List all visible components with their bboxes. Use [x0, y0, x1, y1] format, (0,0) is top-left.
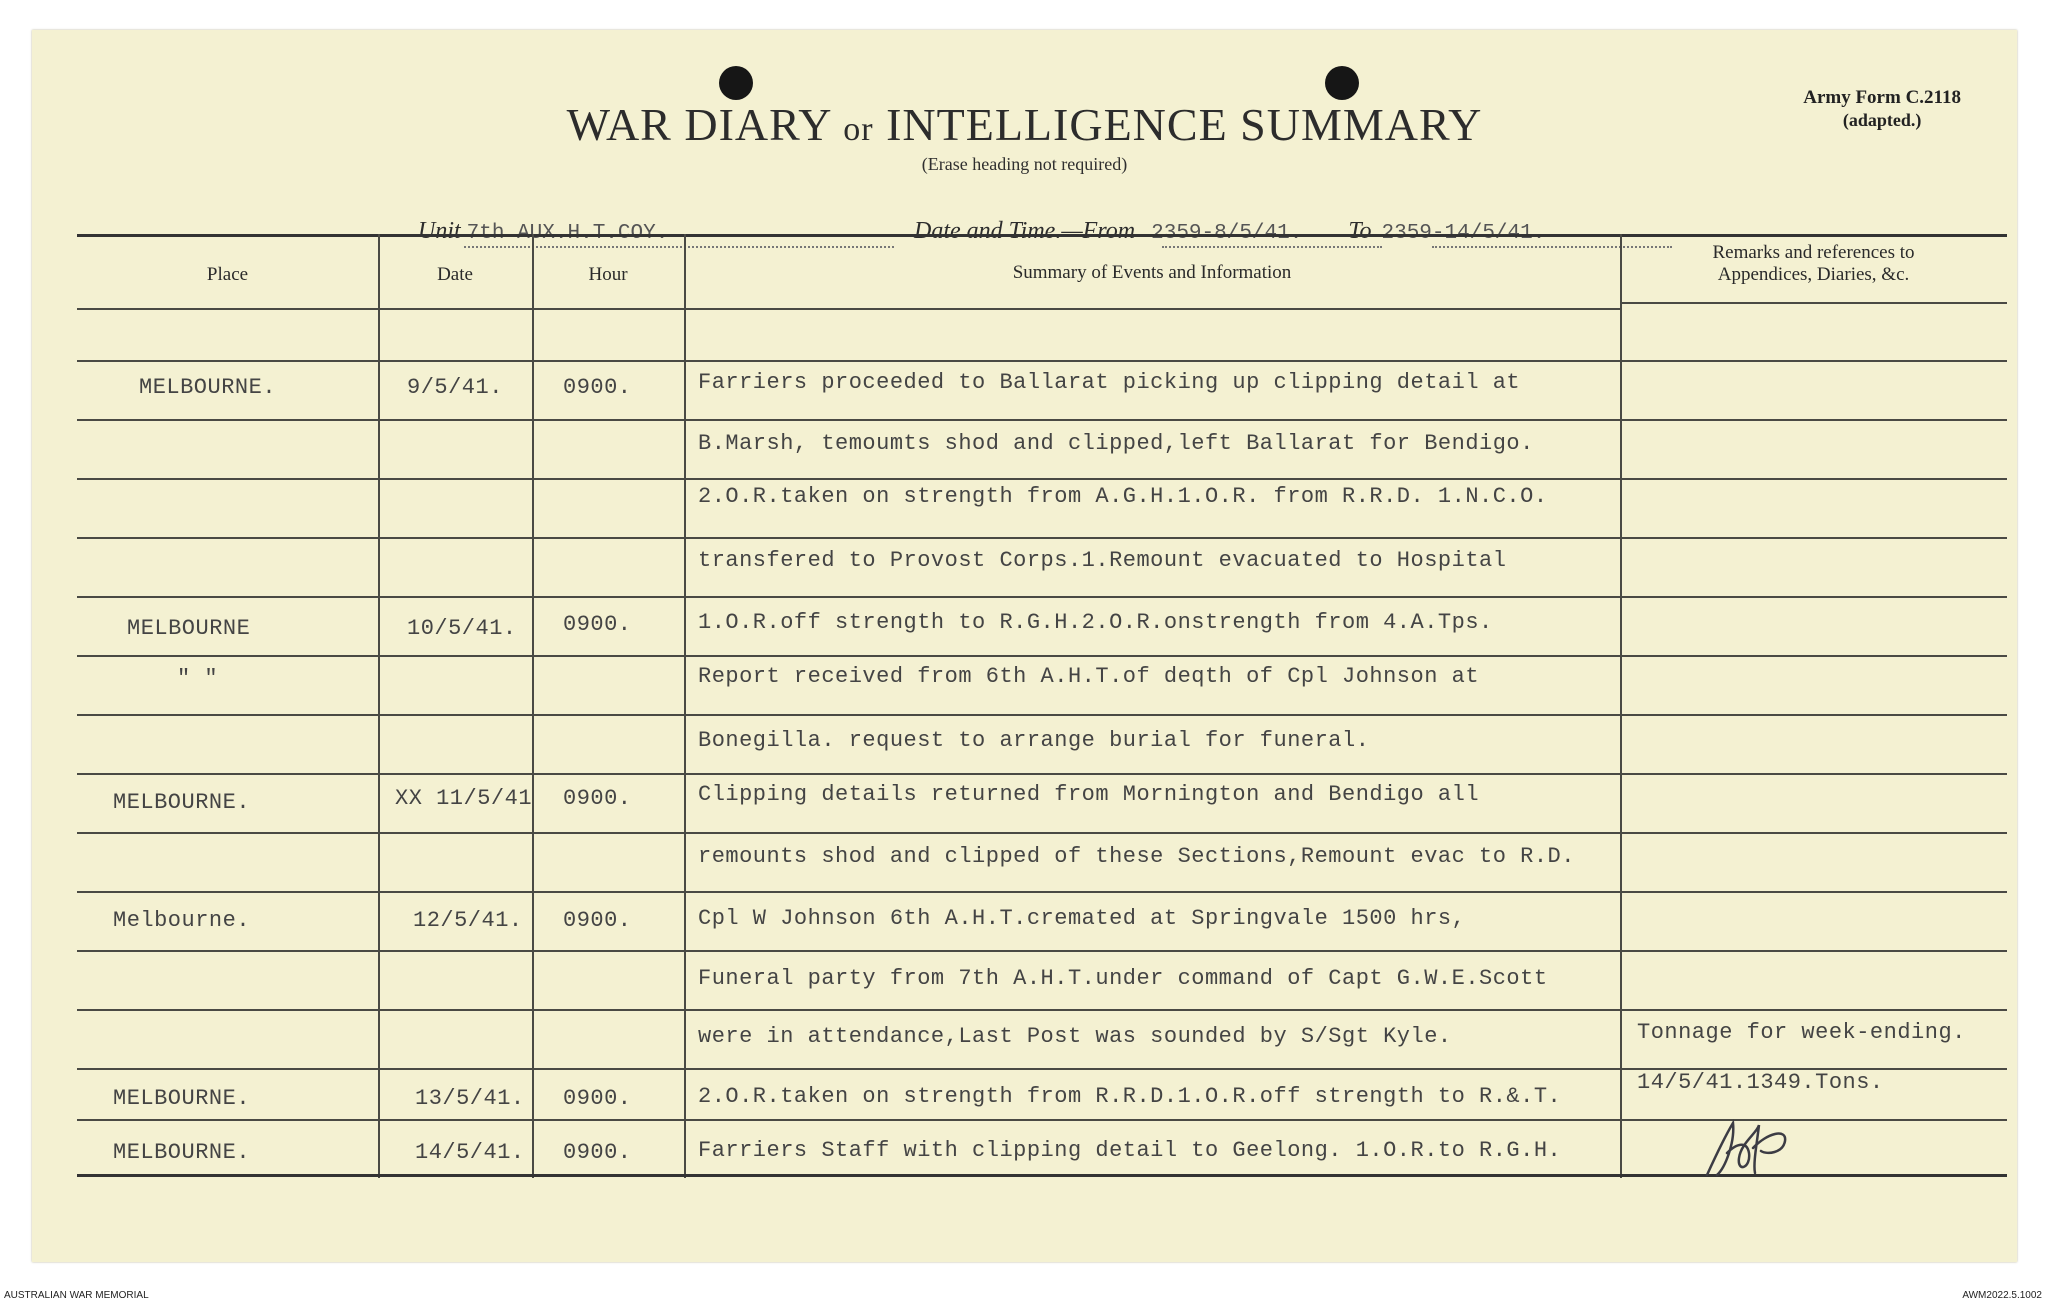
row-10-date: 12/5/41.	[413, 908, 523, 933]
row-1-date: 9/5/41.	[407, 375, 503, 400]
title-or: or	[843, 111, 874, 148]
row-5-hour: 0900.	[563, 612, 632, 637]
row-14-place: MELBOURNE.	[113, 1140, 251, 1165]
row-12-summary: were in attendance,Last Post was sounded by S/Sgt Kyle.	[698, 1024, 1452, 1049]
row-14-summary: Farriers Staff with clipping detail to Geelong. 1.O.R.to R.G.H.	[698, 1138, 1562, 1163]
row-6-summary: Report received from 6th A.H.T.of deqth of Cpl Johnson at	[698, 664, 1480, 689]
diary-sheet	[32, 30, 2017, 1262]
table-top-rule	[77, 234, 2007, 237]
row-10-hour: 0900.	[563, 908, 632, 933]
form-adapted: (adapted.)	[1842, 110, 1922, 130]
to-value: 2359-14/5/41.	[1381, 222, 1546, 245]
col-divider-hour-summary	[684, 234, 686, 1178]
row-1-summary: Farriers proceeded to Ballarat picking up clipping detail at	[698, 370, 1521, 395]
row-rule	[77, 419, 2007, 421]
row-3-summary: 2.O.R.taken on strength from A.G.H.1.O.R. from R.R.D. 1.N.C.O.	[698, 484, 1548, 509]
row-8-hour: 0900.	[563, 786, 632, 811]
initials-signature	[1697, 1113, 1807, 1183]
row-8-summary: Clipping details returned from Mornington and Bendigo all	[698, 782, 1480, 807]
header-rule-left	[77, 308, 1620, 310]
remarks-header-line2: Appendices, Diaries, &c.	[1717, 264, 1910, 285]
row-rule	[77, 537, 2007, 539]
row-rule	[77, 773, 2007, 775]
row-11-summary: Funeral party from 7th A.H.T.under command of Capt G.W.E.Scott	[698, 966, 1548, 991]
col-header-place: Place	[206, 264, 249, 285]
row-1-place: MELBOURNE.	[139, 375, 277, 400]
army-form-id	[1803, 87, 1961, 131]
row-rule	[77, 832, 2007, 834]
row-13-date: 13/5/41.	[415, 1086, 525, 1111]
row-13-remarks: 14/5/41.1349.Tons.	[1637, 1070, 1884, 1095]
col-header-date: Date	[437, 264, 473, 285]
form-number: Army Form C.2118	[1803, 87, 1961, 108]
diary-table	[77, 234, 2007, 1178]
form-title	[32, 98, 2017, 151]
row-6-place: " "	[177, 666, 219, 691]
footer-archive-name: AUSTRALIAN WAR MEMORIAL	[4, 1290, 149, 1301]
col-divider-date-hour	[532, 234, 534, 1178]
row-13-place: MELBOURNE.	[113, 1086, 251, 1111]
title-intelligence-summary: INTELLIGENCE SUMMARY	[886, 99, 1483, 150]
row-8-date: XX 11/5/41	[395, 786, 533, 811]
row-10-place: Melbourne.	[113, 908, 251, 933]
remarks-header-line1: Remarks and references to	[1712, 242, 1915, 263]
row-10-summary: Cpl W Johnson 6th A.H.T.cremated at Springvale 1500 hrs,	[698, 906, 1466, 931]
title-war-diary: WAR DIARY	[566, 99, 831, 150]
from-value: 2359-8/5/41.	[1151, 222, 1303, 245]
row-13-hour: 0900.	[563, 1086, 632, 1111]
row-4-summary: transfered to Provost Corps.1.Remount evacuated to Hospital	[698, 548, 1507, 573]
row-rule	[77, 1009, 2007, 1011]
row-8-place: MELBOURNE.	[113, 790, 251, 815]
row-14-date: 14/5/41.	[415, 1140, 525, 1165]
row-rule	[77, 891, 2007, 893]
row-rule	[77, 655, 2007, 657]
row-12-remarks: Tonnage for week-ending.	[1637, 1020, 1966, 1045]
date-time-label: Date and Time.—From	[914, 218, 1136, 244]
col-header-summary: Summary of Events and Information	[1012, 262, 1292, 283]
row-5-place: MELBOURNE	[127, 616, 251, 641]
row-rule	[77, 714, 2007, 716]
col-header-hour: Hour	[588, 264, 628, 285]
row-rule	[77, 478, 2007, 480]
row-1-hour: 0900.	[563, 375, 632, 400]
row-7-summary: Bonegilla. request to arrange burial for funeral.	[698, 728, 1370, 753]
row-rule	[77, 950, 2007, 952]
row-14-hour: 0900.	[563, 1140, 632, 1165]
row-13-summary: 2.O.R.taken on strength from R.R.D.1.O.R.off strength to R.&.T.	[698, 1084, 1562, 1109]
col-divider-summary-remarks	[1620, 234, 1622, 1178]
form-subtitle: (Erase heading not required)	[921, 154, 1128, 174]
to-label: To	[1348, 218, 1372, 244]
punch-hole-left	[719, 66, 753, 100]
row-rule	[77, 596, 2007, 598]
row-9-summary: remounts shod and clipped of these Sections,Remount evac to R.D.	[698, 844, 1575, 869]
footer-catalog-number: AWM2022.5.1002	[1962, 1290, 2042, 1301]
unit-label: Unit	[418, 218, 461, 244]
header-rule-right	[1620, 302, 2007, 304]
row-2-summary: B.Marsh, temoumts shod and clipped,left Ballarat for Bendigo.	[698, 431, 1534, 456]
row-rule	[77, 360, 2007, 362]
col-divider-place-date	[378, 234, 380, 1178]
col-header-remarks	[1620, 242, 2007, 286]
unit-value: 7th AUX.H.T.COY.	[466, 222, 669, 245]
row-5-summary: 1.O.R.off strength to R.G.H.2.O.R.onstrength from 4.A.Tps.	[698, 610, 1493, 635]
punch-hole-right	[1325, 66, 1359, 100]
row-5-date: 10/5/41.	[407, 616, 517, 641]
